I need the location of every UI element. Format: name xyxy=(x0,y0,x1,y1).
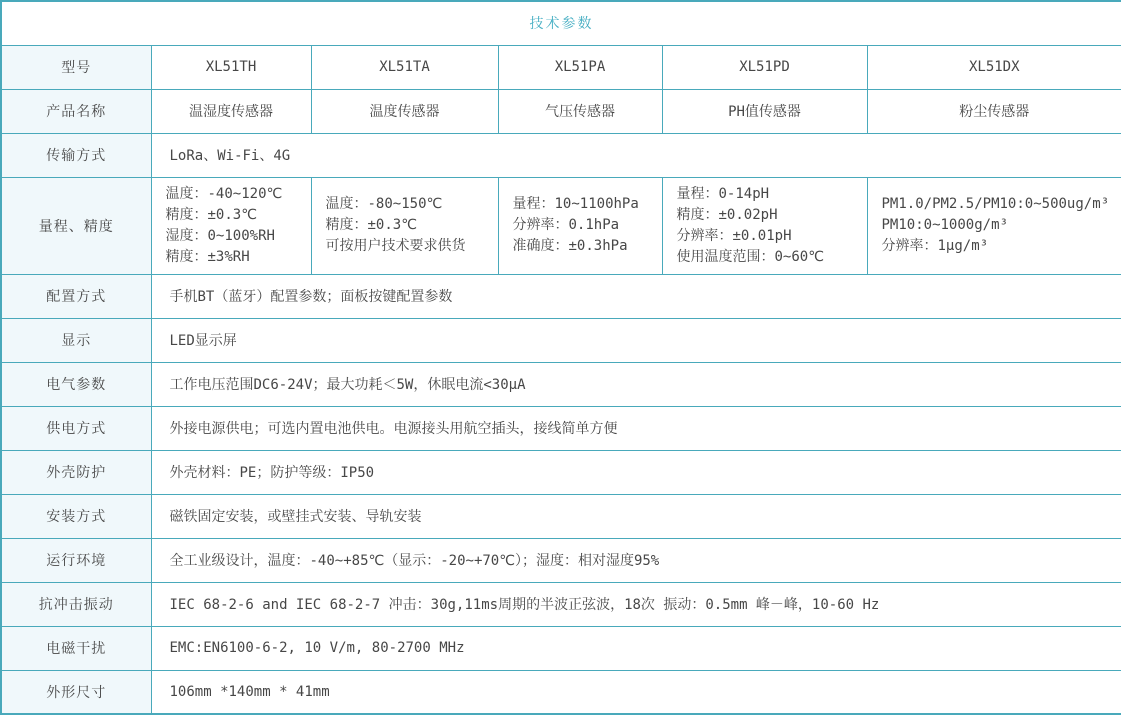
page-title: 技术参数 xyxy=(1,1,1121,45)
model-value: XL51TH xyxy=(151,45,311,89)
table-row-display xyxy=(1,318,1121,362)
table-row-shock-vibration xyxy=(1,582,1121,626)
table-row-operating-env xyxy=(1,538,1121,582)
table-row-installation xyxy=(1,494,1121,538)
table-row-dimensions xyxy=(1,670,1121,714)
table-row-config xyxy=(1,274,1121,318)
row-label-dimensions: 外形尺寸 xyxy=(1,670,151,714)
electrical-value: 工作电压范围DC6-24V；最大功耗＜5W，休眠电流<30μA xyxy=(151,362,1121,406)
transmission-value: LoRa、Wi-Fi、4G xyxy=(151,133,1121,177)
product-name-value: PH值传感器 xyxy=(662,89,867,133)
range-cell-xl51th xyxy=(151,177,311,274)
range-cell-xl51ta xyxy=(311,177,498,274)
table-row-electrical xyxy=(1,362,1121,406)
table-row-model xyxy=(1,45,1121,89)
range-line: 温度：-80~150℃ xyxy=(325,196,443,212)
range-line: 准确度：±0.3hPa xyxy=(512,238,628,254)
power-supply-value: 外接电源供电；可选内置电池供电。电源接头用航空插头，接线简单方便 xyxy=(151,406,1121,450)
range-line: 精度：±3%RH xyxy=(165,248,250,265)
row-label-config: 配置方式 xyxy=(1,274,151,318)
range-line: 可按用户技术要求供货 xyxy=(325,238,466,254)
row-label-product-name: 产品名称 xyxy=(1,89,151,133)
model-value: XL51DX xyxy=(867,45,1121,89)
model-value: XL51TA xyxy=(311,45,498,89)
row-label-transmission: 传输方式 xyxy=(1,133,151,177)
range-line: PM10:0~1000g/m³ xyxy=(881,217,1008,233)
table-row-power-supply xyxy=(1,406,1121,450)
table-title-row xyxy=(1,1,1121,45)
display-value: LED显示屏 xyxy=(151,318,1121,362)
table-row-range-precision xyxy=(1,177,1121,274)
config-value: 手机BT（蓝牙）配置参数；面板按键配置参数 xyxy=(151,274,1121,318)
table-row-enclosure xyxy=(1,450,1121,494)
range-line: 分辨率：0.1hPa xyxy=(512,217,620,233)
shock-vibration-value: IEC 68-2-6 and IEC 68-2-7 冲击：30g,11ms周期的半波正弦波，18次 振动：0.5mm 峰－峰，10-60 Hz xyxy=(151,582,1121,626)
range-line: PM1.0/PM2.5/PM10:0~500ug/m³ xyxy=(881,196,1110,212)
range-line: 精度：±0.3℃ xyxy=(165,206,257,223)
row-label-emc: 电磁干扰 xyxy=(1,626,151,670)
row-label-model: 型号 xyxy=(1,45,151,89)
range-line: 使用温度范围：0~60℃ xyxy=(676,248,824,265)
row-label-shock-vibration: 抗冲击振动 xyxy=(1,582,151,626)
product-name-value: 温度传感器 xyxy=(311,89,498,133)
operating-env-value: 全工业级设计，温度：-40~+85℃（显示：-20~+70℃）；湿度：相对湿度95% xyxy=(151,538,1121,582)
range-cell-xl51pd xyxy=(662,177,867,274)
model-value: XL51PD xyxy=(662,45,867,89)
product-name-value: 气压传感器 xyxy=(498,89,662,133)
table-row-product-name xyxy=(1,89,1121,133)
row-label-power-supply: 供电方式 xyxy=(1,406,151,450)
range-line: 分辨率：±0.01pH xyxy=(676,227,792,244)
row-label-electrical: 电气参数 xyxy=(1,362,151,406)
range-line: 精度：±0.02pH xyxy=(676,206,778,223)
range-line: 湿度：0~100%RH xyxy=(165,227,275,244)
range-line: 精度：±0.3℃ xyxy=(325,217,417,233)
range-line: 温度：-40~120℃ xyxy=(165,185,283,202)
row-label-enclosure: 外壳防护 xyxy=(1,450,151,494)
range-line: 量程：0-14pH xyxy=(676,185,770,202)
row-label-display: 显示 xyxy=(1,318,151,362)
range-line: 量程：10~1100hPa xyxy=(512,196,639,212)
range-line: 分辨率：1μg/m³ xyxy=(881,238,989,254)
product-name-value: 温湿度传感器 xyxy=(151,89,311,133)
enclosure-value: 外壳材料：PE；防护等级：IP50 xyxy=(151,450,1121,494)
row-label-installation: 安装方式 xyxy=(1,494,151,538)
table-row-emc xyxy=(1,626,1121,670)
dimensions-value: 106mm *140mm * 41mm xyxy=(151,670,1121,714)
table-row-transmission xyxy=(1,133,1121,177)
emc-value: EMC:EN6100-6-2, 10 V/m, 80-2700 MHz xyxy=(151,626,1121,670)
range-cell-xl51dx xyxy=(867,177,1121,274)
product-name-value: 粉尘传感器 xyxy=(867,89,1121,133)
installation-value: 磁铁固定安装，或壁挂式安装、导轨安装 xyxy=(151,494,1121,538)
range-cell-xl51pa xyxy=(498,177,662,274)
row-label-operating-env: 运行环境 xyxy=(1,538,151,582)
row-label-range-precision: 量程、精度 xyxy=(1,177,151,274)
model-value: XL51PA xyxy=(498,45,662,89)
